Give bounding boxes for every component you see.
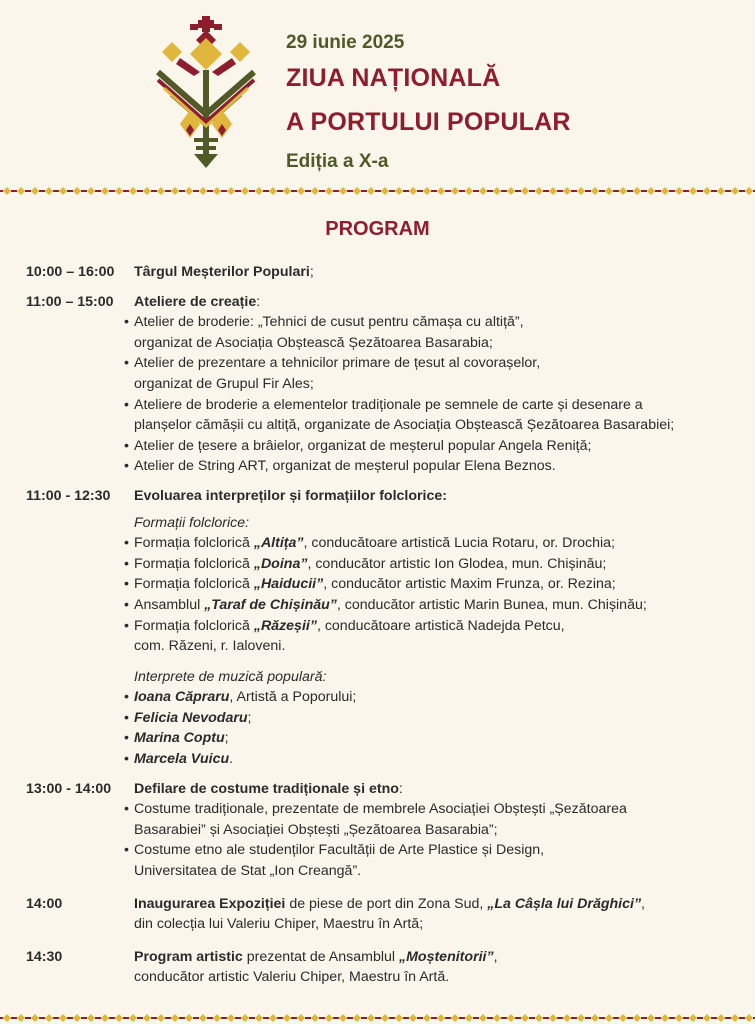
list-item: • Ansamblul „Taraf de Chișinău”, conducător artistic Marin Bunea, mun. Chișinău; (124, 595, 742, 616)
schedule-entry (26, 262, 742, 283)
entry-time: 11:00 – 15:00 (26, 293, 114, 310)
list-item: • Costume etno ale studenților Facultății de Arte Plastice și Design, Universitatea de Stat „Ion Creangă”. (124, 840, 742, 881)
list-item: • Formația folclorică „Răzeșii”, conducătoare artistică Nadejda Petcu, com. Răzeni, r. Ialoveni. (124, 616, 742, 657)
schedule-entry (26, 779, 742, 882)
entry-desc: Inaugurarea Expoziției de piese de port din Zona Sud, „La Câșla lui Drăghici”, din colecția lui Valeriu Chiper, Maestru în Artă; (134, 895, 645, 933)
title-line-2: A PORTULUI POPULAR (286, 108, 571, 136)
schedule-entry (26, 894, 742, 935)
ornamental-border-bottom (0, 1012, 755, 1024)
entry-time: 14:00 (26, 895, 63, 912)
entry-title: Defilare de costume tradiționale și etno (134, 780, 399, 797)
ornamental-border-top (0, 184, 755, 198)
entry-desc (134, 779, 742, 882)
entry-desc (134, 292, 742, 477)
list-item: • Ioana Căpraru, Artistă a Poporului; (124, 687, 742, 708)
schedule-entry (26, 292, 742, 477)
entry-tail: : (398, 780, 403, 797)
list-item: • Atelier de țesere a brâielor, organizat de meșterul popular Angela Reniță; (124, 436, 742, 457)
entry-time: 14:30 (26, 948, 63, 965)
list-item: • Felicia Nevodaru; (124, 708, 742, 729)
entry-time: 11:00 - 12:30 (26, 487, 111, 504)
entry-title: Evoluarea interpreților și formațiilor folclorice: (134, 487, 447, 504)
entry-time: 13:00 - 14:00 (26, 780, 112, 797)
entry-desc (134, 262, 742, 283)
subheading-singers: Interprete de muzică populară: (134, 668, 327, 685)
list-item: • Costume tradiționale, prezentate de membrele Asociației Obștești „Șezătoarea Basarabiei” și Asociației Obștești „Șezătoarea Basarabia”; (124, 799, 742, 840)
folk-ornament-logo (150, 14, 262, 170)
schedule-entry (26, 947, 742, 988)
title-line-1: ZIUA NAȚIONALĂ (286, 64, 501, 92)
entry-title: Inaugurarea Expoziției (134, 895, 286, 912)
edition: Ediția a X-a (286, 151, 389, 172)
subheading-groups: Formații folclorice: (134, 514, 250, 531)
entry-desc (134, 486, 742, 770)
list-item: • Marina Coptu; (124, 728, 742, 749)
schedule-entry (26, 486, 742, 770)
program-heading: PROGRAM (325, 218, 430, 240)
entry-title: Program artistic (134, 948, 243, 965)
list-item: • Atelier de broderie: „Tehnici de cusut pentru cămașa cu altiță”, organizat de Asociația Obștească Șezătoarea Basarabia; (124, 312, 742, 353)
event-date: 29 iunie 2025 (286, 32, 405, 53)
entry-desc: Program artistic prezentat de Ansamblul „Moștenitorii”, conducător artistic Valeriu Chiper, Maestru în Artă. (134, 948, 498, 986)
list-item: • Atelier de prezentare a tehnicilor primare de țesut al covorașelor, organizat de Grupul Fir Ales; (124, 353, 742, 394)
entry-tail: ; (309, 264, 314, 280)
entry-title: Ateliere de creație (134, 293, 257, 310)
list-item: • Ateliere de broderie a elementelor tradiționale pe semnele de carte și desenare a planșelor cămășii cu altiță, organizate de Asociația Obștească Șezătoarea Basarabiei; (124, 395, 742, 436)
list-item: • Formația folclorică „Altița”, conducătoare artistică Lucia Rotaru, or. Drochia; (124, 533, 742, 554)
program-content (26, 262, 742, 988)
list-item: • Formația folclorică „Doina”, conducător artistic Ion Glodea, mun. Chișinău; (124, 554, 742, 575)
entry-time: 10:00 – 16:00 (26, 264, 115, 280)
entry-tail: : (256, 293, 261, 310)
list-item: • Atelier de String ART, organizat de meșterul popular Elena Beznos. (124, 456, 742, 477)
entry-title: Târgul Meșterilor Populari (134, 264, 310, 280)
list-item: • Marcela Vuicu. (124, 749, 742, 770)
list-item: • Formația folclorică „Haiducii”, conducător artistic Maxim Frunza, or. Rezina; (124, 574, 742, 595)
